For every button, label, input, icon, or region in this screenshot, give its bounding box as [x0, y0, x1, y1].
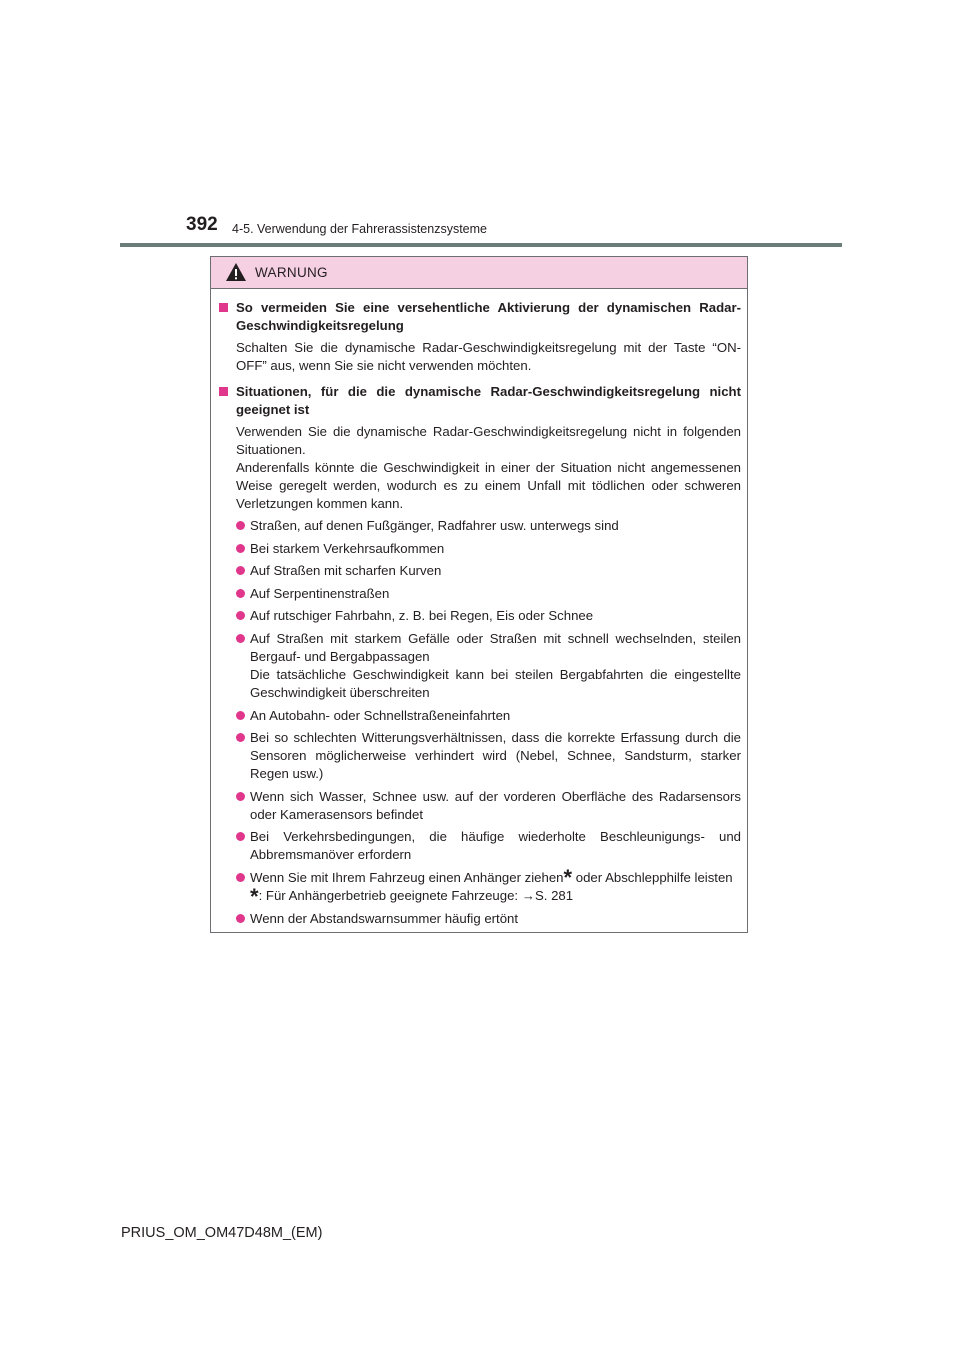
list-item: Bei so schlechten Witterungsverhältnissen, dass die korrekte Erfassung durch die Sensoren möglicherweise verhindert wird (Nebel, Schnee, Sandsturm, starker Regen usw.): [219, 729, 741, 783]
footnote-asterisk: *: [563, 864, 573, 890]
footnote: *: Für Anhängerbetrieb geeignete Fahrzeuge: →S. 281: [250, 883, 574, 909]
list-item: Bei Verkehrsbedingungen, die häufige wiederholte Beschleunigungs- und Abbremsmanöver erfordern: [219, 828, 741, 864]
square-bullet-icon: [219, 387, 228, 396]
warning-section: [219, 299, 741, 375]
paragraph: Anderenfalls könnte die Geschwindigkeit in einer der Situation nicht angemessenen Weise geregelt werden, wodurch es zu einem Unfall mit tödlichen oder schweren Verletzungen kommen kann.: [236, 460, 741, 511]
round-bullet-icon: [236, 711, 245, 720]
section-title: 4-5. Verwendung der Fahrerassistenzsysteme: [232, 222, 487, 236]
list-item: An Autobahn- oder Schnellstraßeneinfahrten: [219, 707, 741, 725]
warning-title: WARNUNG: [255, 265, 328, 280]
square-bullet-icon: [219, 303, 228, 312]
list-item: Auf Straßen mit starkem Gefälle oder Straßen mit schnell wechselnden, steilen Bergauf- und Bergabpassagen Die tatsächliche Geschwindigkeit kann bei steilen Bergabfahrten die eingestellte Geschwindigkeit überschreiten: [219, 630, 741, 702]
paragraph: Verwenden Sie die dynamische Radar-Geschwindigkeitsregelung nicht in folgenden Situationen.: [236, 424, 741, 457]
list-item: Auf rutschiger Fahrbahn, z. B. bei Regen, Eis oder Schnee: [219, 607, 741, 625]
list-item: Auf Serpentinenstraßen: [219, 585, 741, 603]
round-bullet-icon: [236, 832, 245, 841]
list-item: Wenn Sie mit Ihrem Fahrzeug einen Anhänger ziehen* oder Abschlepphilfe leisten *: Für Anhängerbetrieb geeignete Fahrzeuge: →S. 281: [219, 869, 741, 905]
header-rule: [120, 243, 842, 247]
round-bullet-icon: [236, 566, 245, 575]
round-bullet-icon: [236, 634, 245, 643]
bullet-list: [219, 517, 741, 928]
warning-header: [211, 257, 747, 289]
warning-triangle-icon: [225, 262, 247, 282]
round-bullet-icon: [236, 589, 245, 598]
round-bullet-icon: [236, 873, 245, 882]
round-bullet-icon: [236, 733, 245, 742]
list-item: Wenn sich Wasser, Schnee usw. auf der vorderen Oberfläche des Radarsensors oder Kamerasensors befindet: [219, 788, 741, 824]
list-item: Auf Straßen mit scharfen Kurven: [219, 562, 741, 580]
round-bullet-icon: [236, 521, 245, 530]
page-number: 392: [186, 214, 218, 235]
section-heading: So vermeiden Sie eine versehentliche Aktivierung der dynamischen Radar-Geschwindigkeitsregelung: [219, 299, 741, 335]
warning-body: [211, 289, 747, 928]
page-reference: →S. 281: [521, 887, 574, 903]
round-bullet-icon: [236, 914, 245, 923]
warning-box: [210, 256, 748, 933]
round-bullet-icon: [236, 792, 245, 801]
document-code: PRIUS_OM_OM47D48M_(EM): [121, 1225, 323, 1241]
list-item: Bei starkem Verkehrsaufkommen: [219, 540, 741, 558]
section-heading: Situationen, für die die dynamische Radar-Geschwindigkeitsregelung nicht geeignet ist: [219, 383, 741, 419]
round-bullet-icon: [236, 611, 245, 620]
list-item: Straßen, auf denen Fußgänger, Radfahrer usw. unterwegs sind: [219, 517, 741, 535]
list-item: Wenn der Abstandswarnsummer häufig ertönt: [219, 910, 741, 928]
round-bullet-icon: [236, 544, 245, 553]
warning-section: [219, 383, 741, 928]
paragraph: Schalten Sie die dynamische Radar-Geschwindigkeitsregelung mit der Taste “ON-OFF” aus, wenn Sie sie nicht verwenden möchten.: [236, 340, 741, 373]
